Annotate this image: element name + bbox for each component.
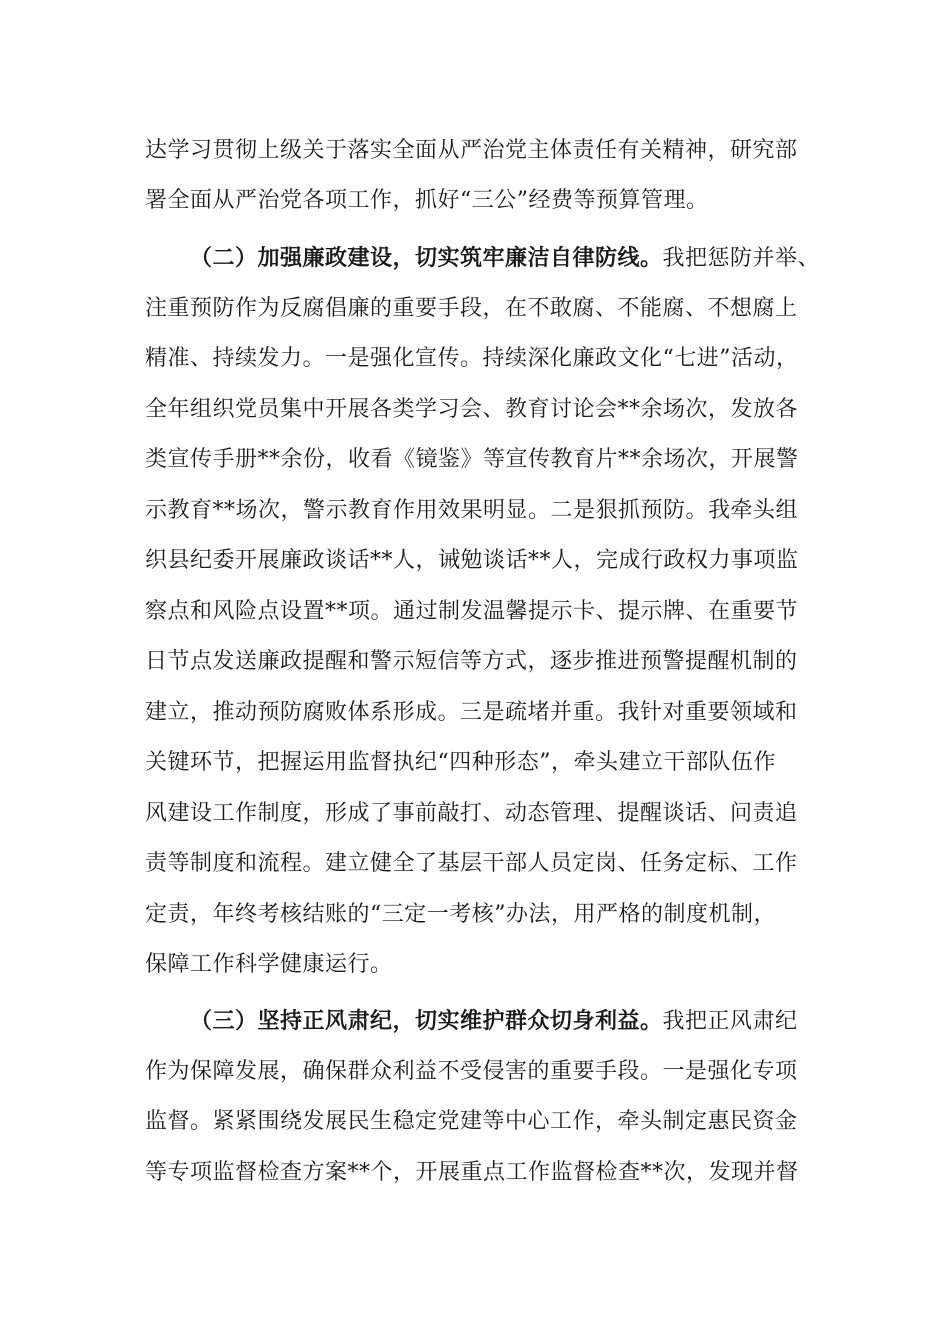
text-line: 风建设工作制度，形成了事前敲打、动态管理、提醒谈话、问责追 [145, 801, 798, 826]
text-line: 责等制度和流程。建立健全了基层干部人员定岗、任务定标、工作 [145, 851, 798, 876]
text-line: 建立，推动预防腐败体系形成。三是疏堵并重。我针对重要领域和 [145, 700, 798, 725]
text-line: 示教育**场次，警示教育作用效果明显。二是狠抓预防。我牵头组 [145, 498, 799, 523]
text-line: 定责，年终考核结账的“三定一考核”办法，用严格的制度机制， [145, 902, 776, 927]
text-line: 注重预防作为反腐倡廉的重要手段，在不敢腐、不能腐、不想腐上 [145, 296, 798, 321]
text-line: 精准、持续发力。一是强化宣传。持续深化廉政文化“七进”活动， [145, 346, 799, 371]
text-line: 织县纪委开展廉政谈话**人，诫勉谈话**人，完成行政权力事项监 [145, 548, 799, 573]
text-line: 监督。紧紧围绕发展民生稳定党建等中心工作，牵头制定惠民资金 [145, 1109, 798, 1134]
text-line: 全年组织党员集中开展各类学习会、教育讨论会**余场次，发放各 [145, 397, 799, 422]
text-line: 察点和风险点设置**项。通过制发温馨提示卡、提示牌、在重要节 [145, 599, 799, 624]
text-line: 等专项监督检查方案**个，开展重点工作监督检查**次，发现并督 [145, 1160, 799, 1185]
section-heading: （三）坚持正风肃纪，切实维护群众切身利益。 [190, 1008, 663, 1034]
text-line: 达学习贯彻上级关于落实全面从严治党主体责任有关精神，研究部 [145, 138, 798, 163]
text-line: 保障工作科学健康运行。 [145, 952, 393, 977]
text-run: 我把惩防并举、 [662, 246, 821, 271]
text-line: 署全面从严治党各项工作，抓好“三公”经费等预算管理。 [145, 188, 709, 213]
text-line: 关键环节，把握运用监督执纪“四种形态”，牵头建立干部队伍作 [145, 750, 776, 775]
paragraph-first-line [190, 243, 820, 273]
text-line: 日节点发送廉政提醒和警示短信等方式，逐步推进预警提醒机制的 [145, 649, 798, 674]
text-line: 类宣传手册**余份，收看《镜鉴》等宣传教育片**余场次，开展警 [145, 447, 799, 472]
text-line: 作为保障发展，确保群众利益不受侵害的重要手段。一是强化专项 [145, 1059, 798, 1084]
section-heading: （二）加强廉政建设，切实筑牢廉洁自律防线。 [190, 245, 663, 271]
paragraph-first-line [190, 1006, 798, 1036]
text-run: 我把正风肃纪 [662, 1009, 798, 1034]
